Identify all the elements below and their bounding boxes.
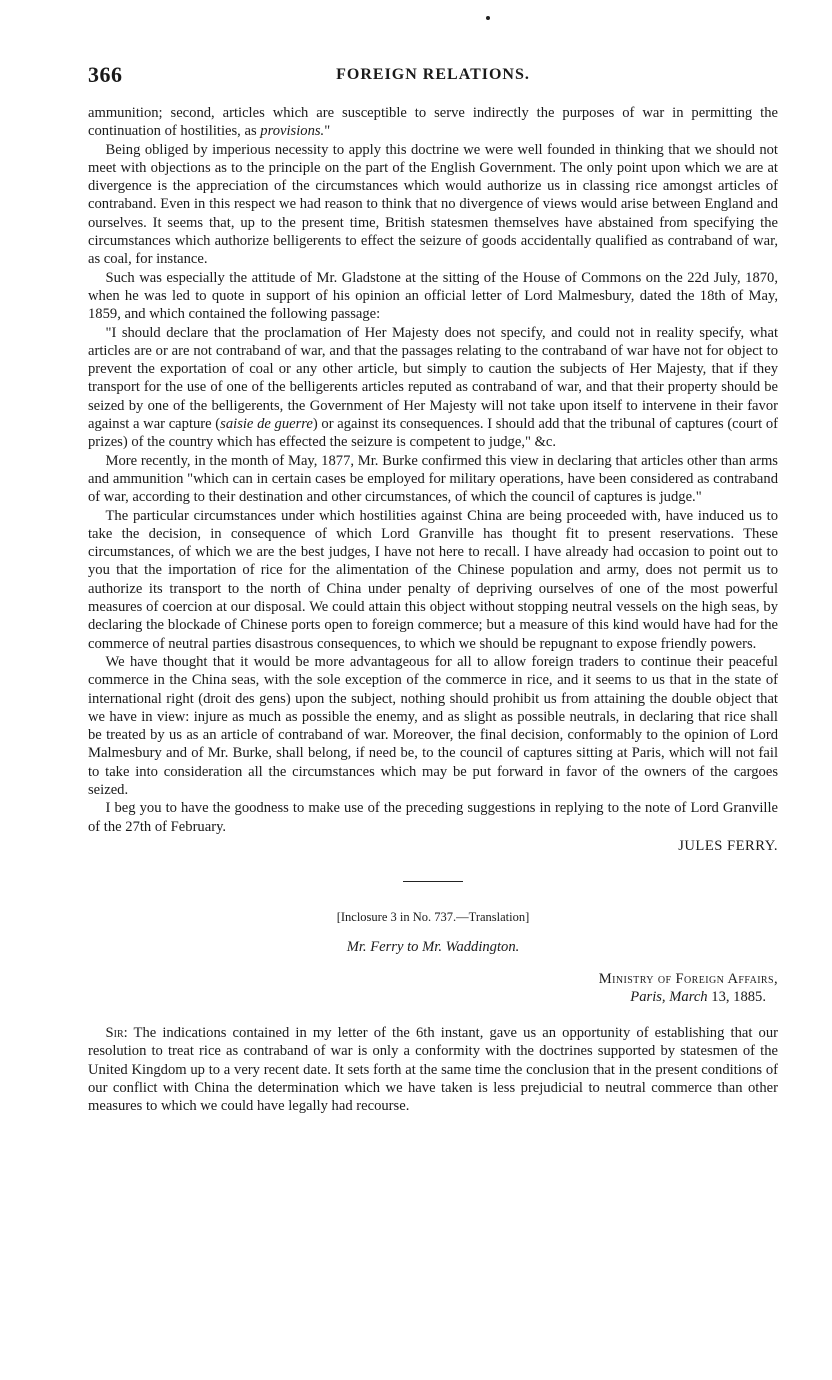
ink-dot (486, 16, 490, 20)
inclosure-heading: [Inclosure 3 in No. 737.—Translation] (336, 910, 530, 925)
quoted-passage: "I should declare that the proclamation of Her Majesty does not specify, and could not in reality specify, what articles are or are not contraband of war, and that the passages relating to the contraband of war have not for object to prevent the exportation of coal or any other article, but simply to caution the subjects of Her Majesty, that if they transport for the use of one of the belligerents articles reputed as contraband of war, and that their property should be seized by one of the belligerents, the Government of Her Majesty will not take upon itself to intervene in their favor against a war capture (saisie de guerre) or against its consequences. I should add that the tribunal of captures (court of prizes) of the country which has effected the seizure is competent to judge," &c. (88, 324, 778, 451)
paragraph: Such was especially the attitude of Mr. Gladstone at the sitting of the House of Commons on the 22d July, 1870, when he was led to quote in support of his opinion an official letter of Lord Malmesbury, dated the 18th of May, 1859, and which contained the following passage: (88, 269, 778, 323)
page-number: 366 (88, 62, 123, 87)
dateline (88, 970, 778, 1006)
paragraph-continuation: ammunition; second, articles which are susceptible to serve indirectly the purposes of war in permitting the continuation of hostilities, as provisions." (88, 105, 778, 140)
letter-title: Mr. Ferry to Mr. Waddington. (346, 939, 520, 956)
salutation: Sir (105, 1025, 124, 1042)
paragraph: I beg you to have the goodness to make use of the preceding suggestions in replying to the note of Lord Granville of the 27th of February. (88, 800, 778, 835)
paragraph: We have thought that it would be more advantageous for all to allow foreign traders to continue their peaceful commerce in the China seas, with the sole exception of the commerce in rice, and it seems to us that in the state of international right (droit des gens) upon the subject, nothing should prohibit us from attaining the double object that we have in view: injure as much as possible the enemy, and as slight as possible neutrals, in declaring that rice shall be treated by us as an article of contraband of war. Moreover, the final decision, conformably to the opinion of Lord Malmesbury and of Mr. Burke, shall belong, if need be, to the council of captures sitting at Paris, which will not fail to take into consideration all the circumstances which may be put forward in favor of the owners of the cargoes seized. (88, 653, 778, 798)
letter-paragraph: Sir: The indications contained in my letter of the 6th instant, gave us an opportunity of establishing that our resolution to treat rice as contraband of war is only a conformity with the doctrines supported by statesmen of the United Kingdom up to a very recent date. It sets forth at the same time the conclusion that in the present conditions of our conflict with China the determination which we have taken is less prejudicial to neutral commerce than other measures to which we could have legally had recourse. (88, 1025, 778, 1115)
dateline-office: Ministry of Foreign Affairs, (598, 971, 778, 988)
section-divider (403, 881, 463, 882)
paragraph: More recently, in the month of May, 1877, Mr. Burke confirmed this view in declaring that articles other than arms and ammunition "which can in certain cases be employed for military operations, have been considered as contraband of war, according to their destination and other circumstances, of which the council of captures is judge." (88, 452, 778, 506)
paragraph: The particular circumstances under which hostilities against China are being proceeded with, have induced us to take the decision, in consequence of which Lord Granville has thought fit to present reservations. These circumstances, of which we are the best judges, I have not here to recall. I have already had occasion to point out to you that the importation of rice for the alimentation of the Chinese population and army, does not permit us to authorize its transport to the north of China under penalty of depriving ourselves of one of the most powerful measures of coercion at our disposal. We could attain this object without stopping neutral vessels on the high seas, by declaring the blockade of Chinese ports open to foreign commerce; but a measure of this kind would have had for the commerce of neutral parties disastrous consequences, to which we should be repugnant to expose friendly powers. (88, 507, 778, 652)
page-header (88, 62, 778, 96)
letter-body (88, 1024, 778, 1115)
document-page (88, 62, 778, 1116)
body-text (88, 104, 778, 836)
paragraph: Being obliged by imperious necessity to apply this doctrine we were well founded in thinking that we should not meet with objections as to the principle on the part of the English Government. The only point upon which we are at divergence is the appreciation of the circumstances which would authorize us in classing rice amongst articles of contraband. Even in this respect we had reason to think that no divergence of views would arise between England and ourselves. It seems that, up to the present time, British statesmen themselves have abstained from specifying the circumstances which authorize belligerents to effect the seizure of goods accidentally qualified as contraband of war, as coal, for instance. (88, 141, 778, 268)
dateline-place-date: Paris, March 13, 1885. (630, 989, 766, 1006)
signature: JULES FERRY. (678, 837, 778, 854)
running-head: FOREIGN RELATIONS. (336, 66, 530, 83)
